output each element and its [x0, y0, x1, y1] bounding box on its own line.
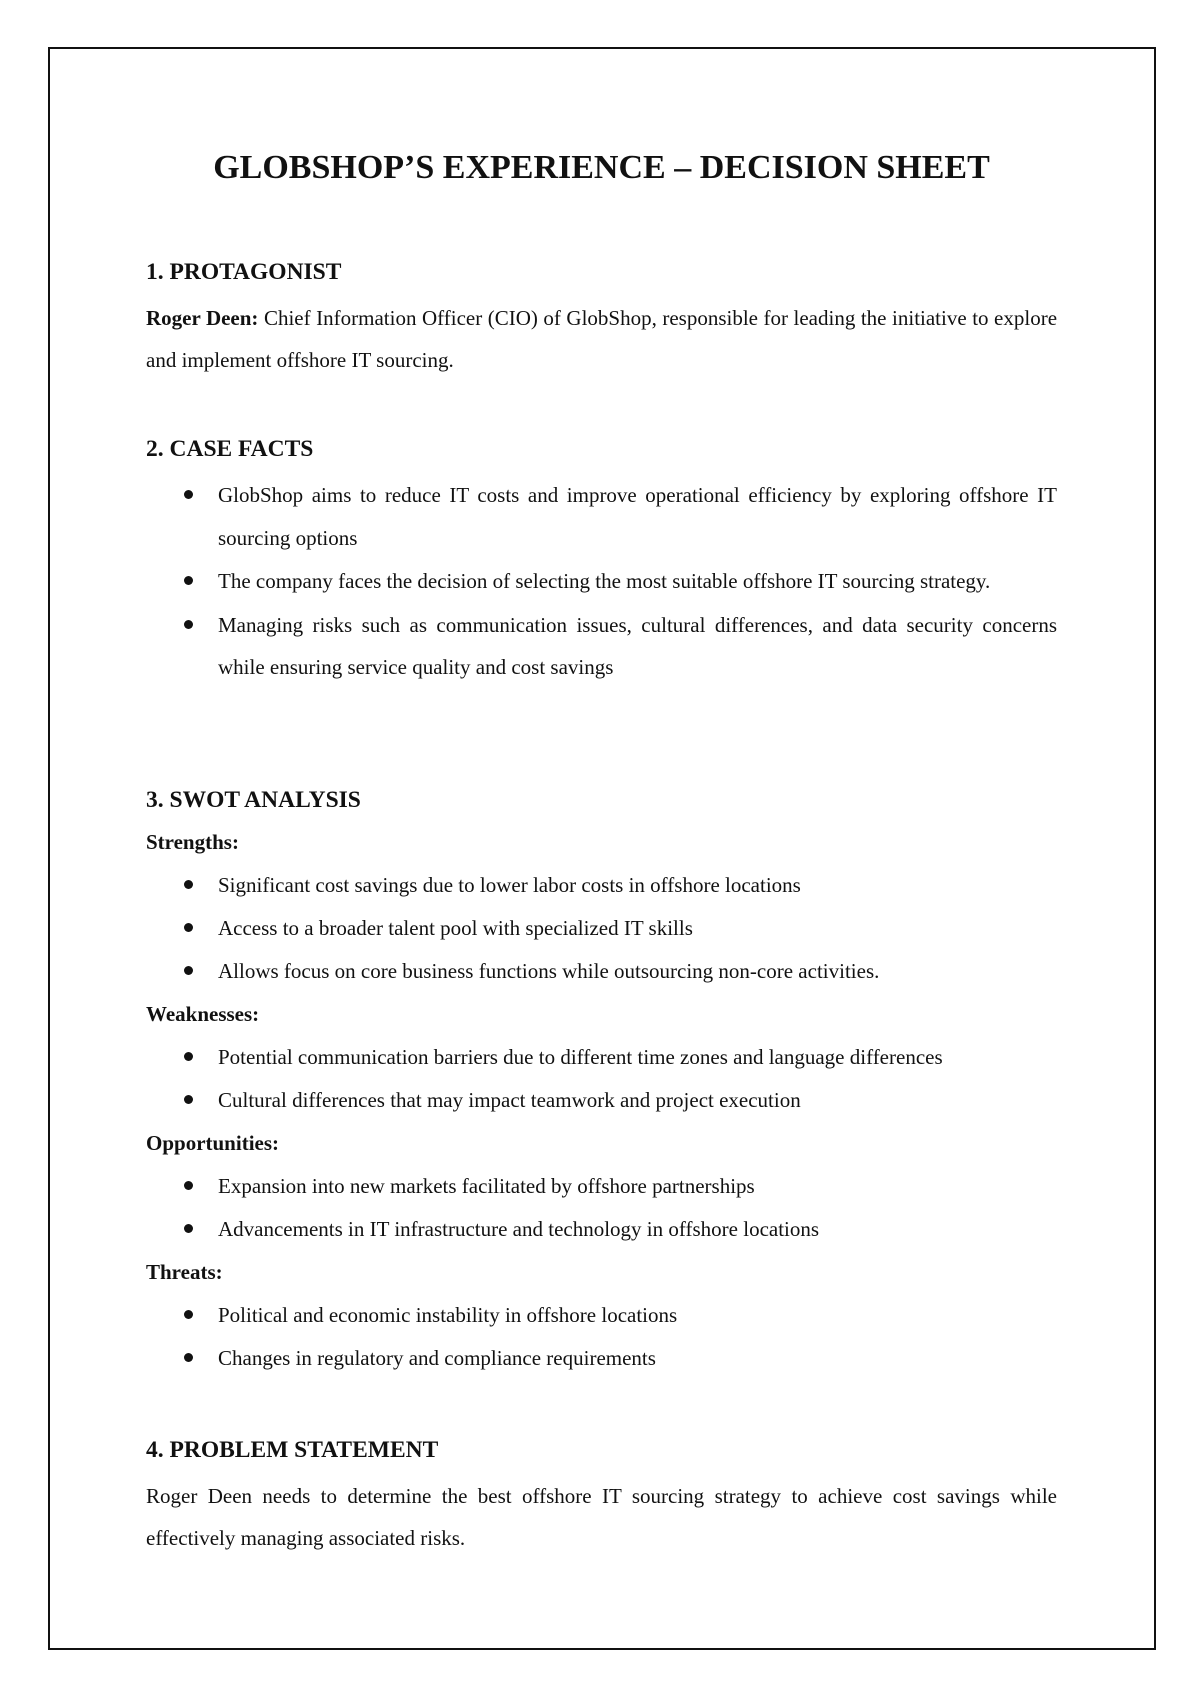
swot-opportunities-label: Opportunities:	[146, 1131, 280, 1155]
swot-threats-label: Threats:	[146, 1260, 223, 1284]
problem-statement-text: Roger Deen needs to determine the best offshore IT sourcing strategy to achieve cost savings while effectively managing associated risks.	[146, 1484, 1057, 1550]
list-item-text: The company faces the decision of selecting the most suitable offshore IT sourcing strategy.	[218, 569, 991, 593]
swot-opportunities-list	[146, 1165, 1057, 1251]
list-item-text: Managing risks such as communication issues, cultural differences, and data security concerns while ensuring service quality and cost savings	[218, 612, 1057, 679]
section-protagonist	[146, 255, 1057, 381]
list-item-text: GlobShop aims to reduce IT costs and improve operational efficiency by exploring offshore IT sourcing options	[218, 483, 1057, 550]
list-item-text: Expansion into new markets facilitated by offshore partnerships	[218, 1174, 755, 1198]
list-item-text: Changes in regulatory and compliance requirements	[218, 1346, 656, 1370]
section-case-facts	[146, 432, 1057, 690]
swot-heading: 3. SWOT ANALYSIS	[146, 787, 361, 813]
protagonist-description: Chief Information Officer (CIO) of GlobShop, responsible for leading the initiative to explore and implement offshore IT sourcing.	[146, 306, 1058, 372]
list-item	[146, 864, 1057, 907]
swot-threats-list	[146, 1294, 1057, 1380]
list-item	[146, 950, 1057, 993]
list-item	[146, 1036, 1057, 1079]
swot-strengths-label: Strengths:	[146, 830, 239, 854]
bullet-icon	[184, 490, 193, 499]
section-swot	[146, 783, 1057, 1380]
bullet-icon	[184, 620, 193, 629]
bullet-icon	[184, 1353, 193, 1362]
swot-weaknesses-label: Weaknesses:	[146, 1002, 260, 1026]
list-item-text: Political and economic instability in offshore locations	[218, 1303, 678, 1327]
protagonist-heading: 1. PROTAGONIST	[146, 259, 342, 285]
problem-statement-heading: 4. PROBLEM STATEMENT	[146, 1437, 439, 1463]
swot-weaknesses-list	[146, 1036, 1057, 1122]
bullet-icon	[184, 923, 193, 932]
list-item-text: Cultural differences that may impact teamwork and project execution	[218, 1088, 801, 1112]
document-title: GLOBSHOP’S EXPERIENCE – DECISION SHEET	[213, 149, 990, 186]
bullet-icon	[184, 880, 193, 889]
list-item	[146, 474, 1057, 559]
list-item	[146, 1294, 1057, 1337]
list-item	[146, 907, 1057, 950]
bullet-icon	[184, 1310, 193, 1319]
bullet-icon	[184, 1224, 193, 1233]
list-item-text: Significant cost savings due to lower labor costs in offshore locations	[218, 873, 801, 897]
list-item	[146, 1165, 1057, 1208]
list-item	[146, 604, 1057, 689]
protagonist-paragraph	[146, 297, 1057, 381]
list-item	[146, 560, 1057, 603]
bullet-icon	[184, 1052, 193, 1061]
section-problem-statement	[146, 1433, 1057, 1559]
list-item-text: Advancements in IT infrastructure and technology in offshore locations	[218, 1217, 820, 1241]
list-item	[146, 1079, 1057, 1122]
list-item-text: Potential communication barriers due to different time zones and language differences	[218, 1045, 943, 1069]
list-item-text: Allows focus on core business functions while outsourcing non-core activities.	[218, 959, 880, 983]
protagonist-name: Roger Deen:	[146, 306, 259, 330]
case-facts-heading: 2. CASE FACTS	[146, 436, 314, 462]
list-item-text: Access to a broader talent pool with specialized IT skills	[218, 916, 693, 940]
bullet-icon	[184, 966, 193, 975]
case-facts-list	[146, 474, 1057, 689]
list-item	[146, 1337, 1057, 1380]
list-item	[146, 1208, 1057, 1251]
bullet-icon	[184, 576, 193, 585]
bullet-icon	[184, 1181, 193, 1190]
swot-strengths-list	[146, 864, 1057, 993]
bullet-icon	[184, 1095, 193, 1104]
